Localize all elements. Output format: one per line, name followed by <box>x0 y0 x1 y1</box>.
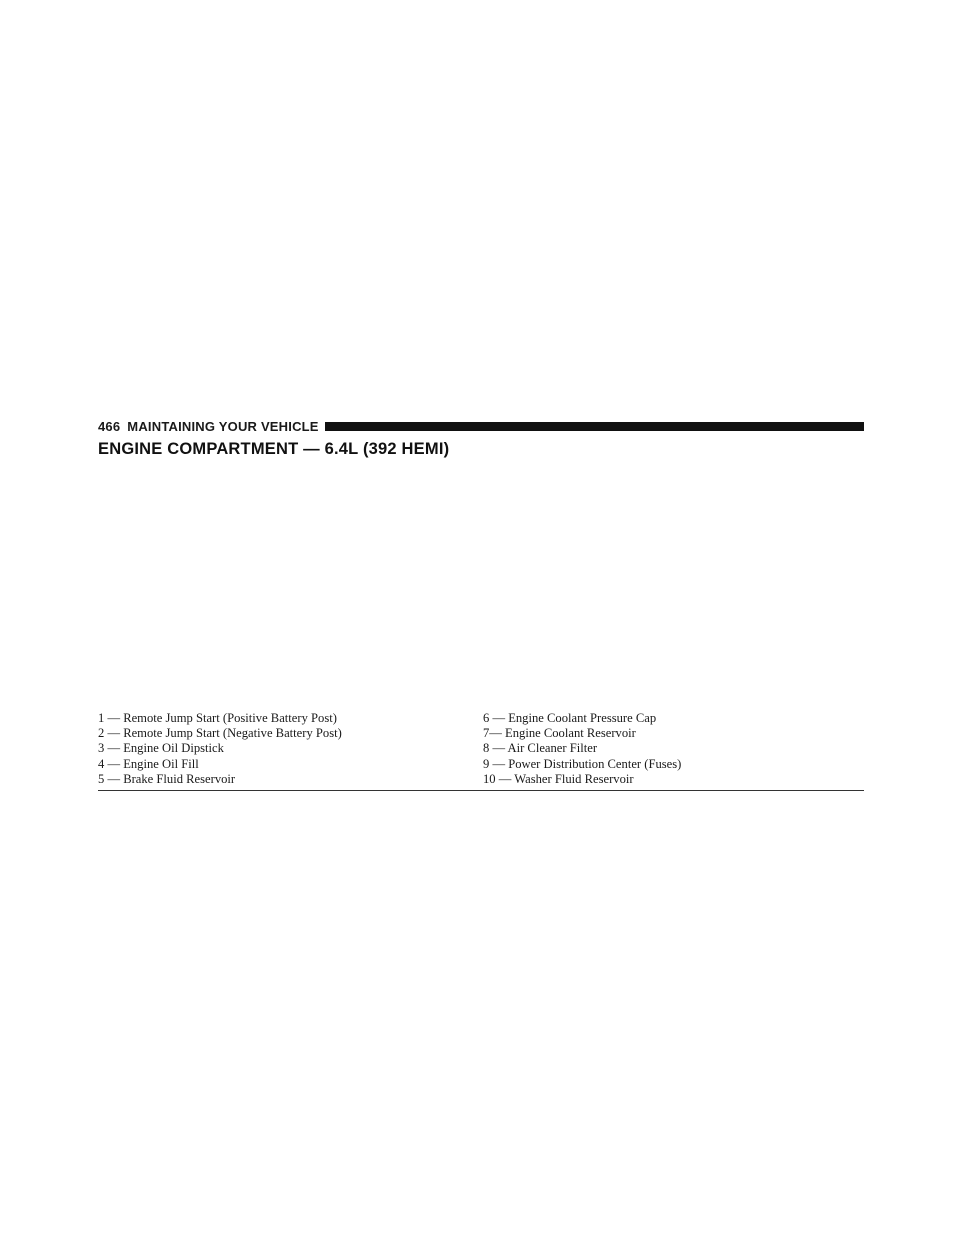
legend-item: 1 — Remote Jump Start (Positive Battery Post) <box>98 711 337 725</box>
legend-item: 2 — Remote Jump Start (Negative Battery Post) <box>98 726 342 741</box>
running-header <box>98 419 864 433</box>
legend-column-left <box>98 711 483 787</box>
header-rule <box>325 422 864 431</box>
legend-item: 10 — Washer Fluid Reservoir <box>483 771 634 786</box>
page-number: 466 <box>98 418 121 434</box>
legend-rule <box>98 790 864 791</box>
legend-item: 6 — Engine Coolant Pressure Cap <box>483 711 657 725</box>
legend-item: 5 — Brake Fluid Reservoir <box>98 771 236 786</box>
legend-item: 8 — Air Cleaner Filter <box>483 741 598 756</box>
section-name: MAINTAINING YOUR VEHICLE <box>127 418 319 434</box>
legend-column-right <box>483 711 864 787</box>
page-title: ENGINE COMPARTMENT — 6.4L (392 HEMI) <box>98 440 450 458</box>
legend-item: 7— Engine Coolant Reservoir <box>483 726 636 741</box>
engine-compartment-figure <box>98 470 864 706</box>
legend-item: 3 — Engine Oil Dipstick <box>98 741 224 756</box>
legend-item: 9 — Power Distribution Center (Fuses) <box>483 756 682 771</box>
legend-item: 4 — Engine Oil Fill <box>98 756 199 771</box>
figure-legend <box>98 711 864 791</box>
